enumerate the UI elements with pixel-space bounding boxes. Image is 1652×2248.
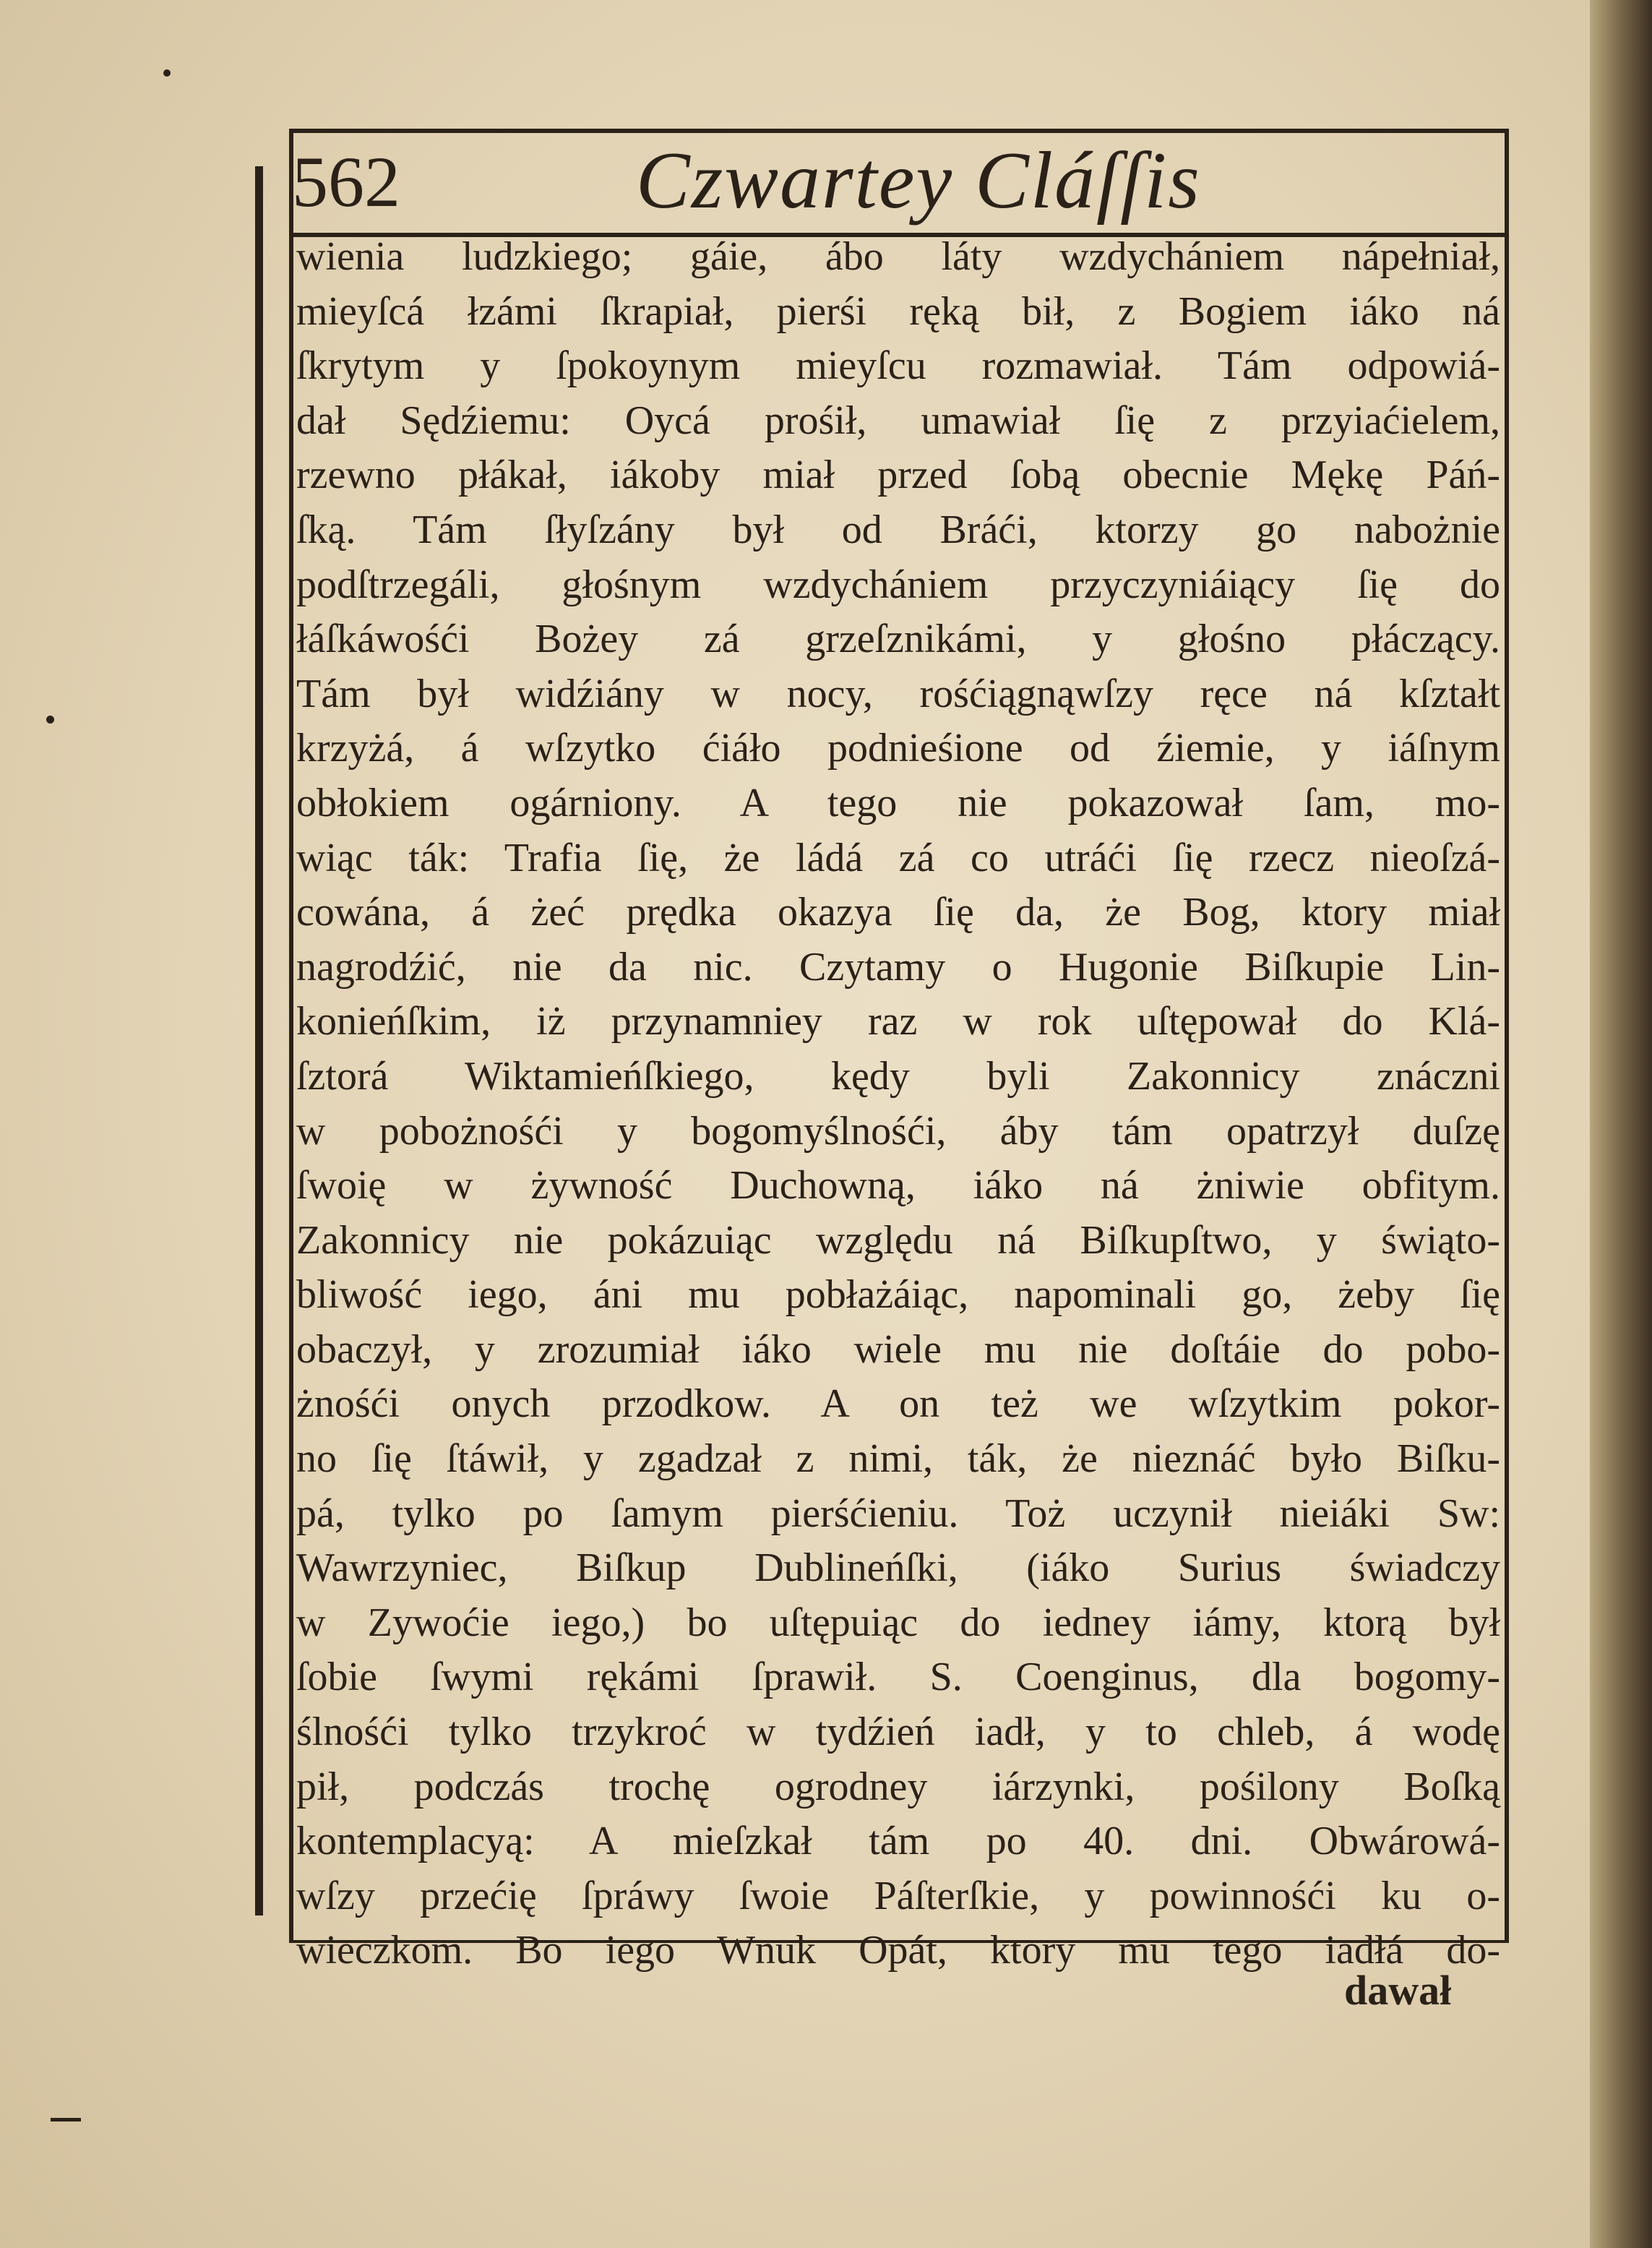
text-line: rzewno płákał, iákoby miał przed ſobą obecnie Mękę Páń-	[296, 452, 1500, 498]
text-line: nagrodźić, nie da nic. Czytamy o Hugonie Biſkupie Lin-	[296, 944, 1500, 990]
running-title: Czwartey Cláſſis	[636, 136, 1201, 226]
text-line: no ſię ſtáwił, y zgadzał z nimi, ták, że nieznáć było Biſku-	[296, 1436, 1500, 1482]
text-line: łáſkáwośći Bożey zá grzeſznikámi, y głośno płáczący.	[296, 617, 1500, 662]
body-text	[296, 230, 1500, 1978]
text-line: ſkrytym y ſpokoynym mieyſcu rozmawiał. Tám odpowiá-	[296, 343, 1500, 389]
text-line: cowána, á żeć prędka okazya ſię da, że Bog, ktory miał	[296, 890, 1500, 935]
catchword: dawał	[1344, 1967, 1452, 2014]
text-line: Zakonnicy nie pokázuiąc względu ná Biſkupſtwo, y świątо-	[296, 1217, 1500, 1263]
text-line: ſką. Tám ſłyſzány był od Bráći, ktorzy go nabożnie	[296, 507, 1500, 552]
text-line: dał Sędźiemu: Oycá prośił, umawiał ſię z przyiaćielem,	[296, 398, 1500, 443]
page-number: 562	[292, 142, 400, 222]
margin-mark	[51, 2118, 81, 2122]
text-line: konieńſkim, iż przynamniey raz w rok uſtępował do Klá-	[296, 999, 1500, 1044]
text-line: krzyżá, á wſzytko ćiáło podnieśione od źiemie, y iáſnym	[296, 726, 1500, 771]
text-line: pił, podczás trochę ogrodney iárzynki, pośilony Boſką	[296, 1764, 1500, 1809]
text-line: ſztorá Wiktamieńſkiego, kędy byli Zakonnicy znáczni	[296, 1053, 1500, 1099]
text-line: w pobożnośći y bogomyślnośći, áby tám opatrzył duſzę	[296, 1108, 1500, 1154]
text-line: wienia ludzkiego; gáie, ábo láty wzdychániem nápełniał,	[296, 234, 1500, 279]
text-line: podſtrzegáli, głośnym wzdychániem przyczyniáiący ſię do	[296, 562, 1500, 607]
margin-mark	[46, 716, 54, 724]
text-line: mieyſcá łzámi ſkrapiał, pierśi ręką bił, z Bogiem iáko ná	[296, 288, 1500, 334]
margin-mark	[163, 69, 171, 77]
book-spine	[1590, 0, 1652, 2248]
text-line: Wawrzyniec, Biſkup Dublineńſki, (iáko Surius świadczy	[296, 1545, 1500, 1591]
text-line: w Zywoćie iego,) bo uſtępuiąc do iedney iámy, ktorą był	[296, 1600, 1500, 1645]
text-line: kontemplacyą: A mieſzkał tám po 40. dni. Obwárowá-	[296, 1819, 1500, 1864]
text-line: wieczkom. Bo iego Wnuk Opát, ktory mu tego iadłá do-	[296, 1928, 1500, 1973]
text-line: bliwość iego, áni mu pobłażáiąc, napominali go, żeby ſię	[296, 1272, 1500, 1318]
text-line: ſobie ſwymi rękámi ſprawił. S. Coenginus, dla bogomy-	[296, 1655, 1500, 1700]
text-line: wiąc ták: Trafia ſię, że ládá zá co utráći ſię rzecz nieoſzá-	[296, 835, 1500, 880]
margin-rule	[255, 166, 263, 1915]
text-line: wſzy przećię ſpráwy ſwoie Páſterſkie, y powinnośći ku o-	[296, 1873, 1500, 1918]
text-line: ſwoię w żywność Duchowną, iáko ná żniwie obfitym.	[296, 1163, 1500, 1209]
text-line: obłokiem ogárniony. A tego nie pokazował ſam, mo-	[296, 780, 1500, 825]
text-line: pá, tylko po ſamym pierśćieniu. Toż uczynił nieiáki Sw:	[296, 1490, 1500, 1536]
text-line: obaczył, y zrozumiał iáko wiele mu nie doſtáie do pobo-	[296, 1326, 1500, 1372]
text-line: żnośći onych przodkow. A on też we wſzytkim pokor-	[296, 1381, 1500, 1427]
text-line: ślnośći tylko trzykroć w tydźień iadł, y to chleb, á wodę	[296, 1709, 1500, 1755]
text-line: Tám był widźiány w nocy, rośćiągnąwſzy ręce ná kſztałt	[296, 671, 1500, 716]
